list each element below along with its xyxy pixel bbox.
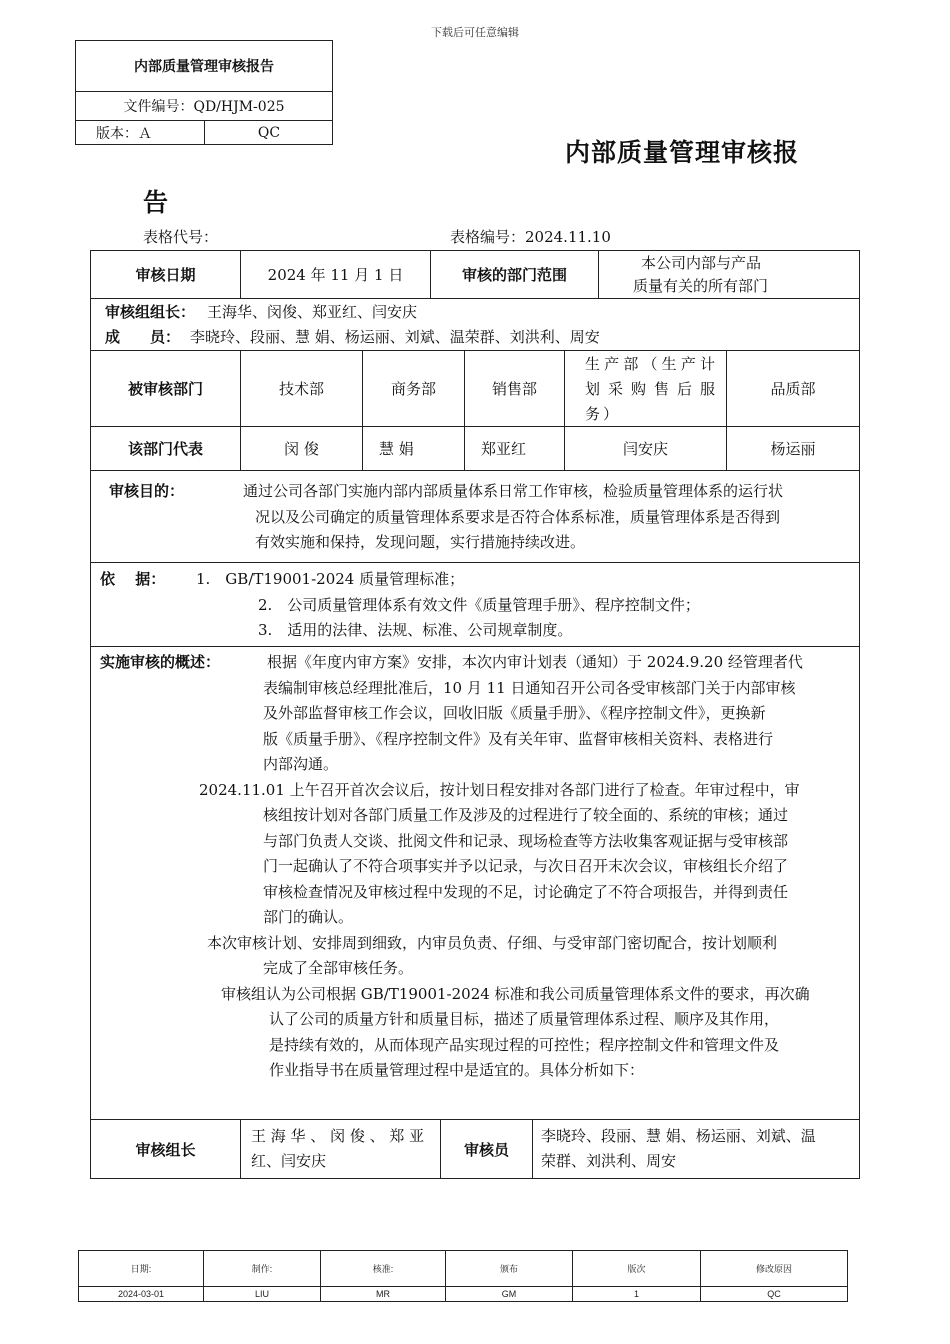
sig-auditor-label: 审核员 [441,1120,533,1178]
dept-tech: 技术部 [241,351,363,427]
overview-p2-line-2: 核组按计划对各部门质量工作及涉及的过程进行了较全面的、系统的审核；通过 [263,806,789,824]
purpose-line-1: 通过公司各部门实施内部内部质量体系日常工作审核，检验质量管理体系的运行状 [243,482,784,500]
rep-label: 该部门代表 [91,427,241,471]
basis-item-3: 3. 适用的法律、法规、标准、公司规章制度。 [258,621,573,639]
overview-p4-line-3: 是持续有效的，从而体现产品实现过程的可控性；程序控制文件和管理文件及 [269,1035,780,1054]
footer-header-issued: 颁布 [446,1251,573,1287]
purpose-line-3: 有效实施和保持，发现问题，实行措施持续改进。 [255,533,586,551]
sig-leader-label: 审核组长 [91,1120,241,1178]
form-number: 表格编号：2024.11.10 [450,228,611,246]
page-title-line-1: 内部质量管理审核报 [565,138,800,167]
footer-header-reason: 修改原因 [701,1251,847,1287]
scope-value-line-1: 本公司内部与产品 [641,254,762,272]
audit-date-value: 2024 年 11 月 1 日 [241,251,431,299]
form-code: 表格代号： [143,228,219,246]
audit-date-label: 审核日期 [91,251,241,299]
version-label: 版本：Ａ [76,120,205,145]
document-header-box [75,40,333,145]
overview-p2-line-1: 2024.11.01 上午召开首次会议后，按计划日程安排对各部门进行了检查。年审过程中，审 [199,780,800,799]
purpose-label: 审核目的： [109,482,185,500]
rep-production: 闫安庆 [565,427,727,471]
overview-p2-line-4: 门一起确认了不符合项事实并予以记录，与次日召开末次会议，审核组长介绍了 [263,857,789,875]
overview-p4-line-1: 审核组认为公司根据 GB/T19001-2024 标准和我公司质量管理体系文件的要求，再次确 [221,984,810,1003]
footer-value-date: 2024-03-01 [79,1287,204,1301]
basis-item-2: 2. 公司质量管理体系有效文件《质量管理手册》、程序控制文件； [258,595,700,614]
sig-auditor-line-1: 李晓玲、段丽、慧 娟、杨运丽、刘斌、温 [541,1127,816,1145]
overview-p2-line-6: 部门的确认。 [263,908,354,926]
scope-value-line-2: 质量有关的所有部门 [633,277,769,295]
overview-label: 实施审核的概述： [100,653,221,671]
members-label: 成 员： [105,328,181,346]
rep-business: 慧 娟 [363,427,465,471]
dept-sales: 销售部 [465,351,565,427]
audit-report-table [90,250,860,1179]
basis-label: 依 据： [100,570,166,588]
basis-row [91,563,859,647]
footer-header-approved: 核准: [321,1251,446,1287]
overview-row [91,647,859,1120]
overview-p1-line-2: 表编制审核总经理批准后，10 月 11 日通知召开公司各受审核部门关于内部审核 [263,678,796,697]
members-value: 李晓玲、段丽、慧 娟、杨运丽、刘斌、温荣群、刘洪利、周安 [190,328,600,346]
leader-value: 王海华、闵俊、郑亚红、闫安庆 [207,303,418,321]
page-title-line-2: 告 [143,188,169,217]
basis-item-1: 1. GB/T19001-2024 质量管理标准； [196,570,465,588]
footer-value-edition: 1 [573,1287,701,1301]
scope-value [599,251,859,299]
rep-quality: 杨运丽 [727,427,859,471]
scope-label: 审核的部门范围 [431,251,599,299]
overview-p1-line-5: 内部沟通。 [263,755,339,773]
footer-header-made: 制作: [204,1251,321,1287]
audit-team-row [91,299,859,351]
overview-p4-line-2: 认了公司的质量方针和质量目标，描述了质量管理体系过程、顺序及其作用， [269,1010,780,1028]
top-note: 下载后可任意编辑 [431,26,519,39]
footer-value-made: LIU [204,1287,321,1301]
overview-p4-line-4: 作业指导书在质量管理过程中是适宜的。具体分析如下： [269,1061,645,1079]
overview-p1-line-1: 根据《年度内审方案》安排，本次内审计划表（通知）于 2024.9.20 经管理者代 [267,653,803,671]
footer-value-approved: MR [321,1287,446,1301]
header-box-title: 内部质量管理审核报告 [76,41,332,92]
purpose-line-2: 况以及公司确定的质量管理体系要求是否符合体系标准，质量管理体系是否得到 [255,507,781,526]
rep-tech: 闵 俊 [241,427,363,471]
footer-header-edition: 版次 [573,1251,701,1287]
overview-p2-line-5: 审核检查情况及审核过程中发现的不足，讨论确定了不符合项报告，并得到责任 [263,882,789,901]
file-number: 文件编号：QD/HJM-025 [76,91,332,121]
overview-p1-line-3: 及外部监督审核工作会议，回收旧版《质量手册》、《程序控制文件》，更换新 [263,704,766,722]
sig-leader-line-2: 红、闫安庆 [251,1152,327,1170]
overview-p3-line-2: 完成了全部审核任务。 [263,959,414,977]
sig-auditor-value [533,1120,859,1178]
sig-leader-line-1: 王 海 华 、 闵 俊 、 郑 亚 [251,1127,425,1145]
footer-value-reason: QC [767,1289,781,1299]
overview-p3-line-1: 本次审核计划、安排周到细致，内审员负责、仔细、与受审部门密切配合，按计划顺利 [207,933,778,952]
dept-production: 生产部（生产计划采购售后服务） [565,351,727,427]
overview-p2-line-3: 与部门负责人交谈、批阅文件和记录、现场检查等方法收集客观证据与受审核部 [263,831,789,850]
footer-header-date: 日期: [79,1251,204,1287]
revision-footer-table [78,1250,848,1302]
footer-value-issued: GM [446,1287,573,1301]
sig-auditor-line-2: 荣群、刘洪利、周安 [541,1152,677,1170]
audited-dept-label: 被审核部门 [91,351,241,427]
rep-sales: 郑亚红 [465,427,565,471]
dept-business: 商务部 [363,351,465,427]
sig-leader-value [241,1120,441,1178]
qc-label: QC [257,124,281,141]
leader-label: 审核组组长： [105,303,196,321]
overview-p1-line-4: 版《质量手册》、《程序控制文件》及有关年审、监督审核相关资料、表格进行 [263,729,774,748]
dept-quality: 品质部 [727,351,859,427]
purpose-row [91,471,859,563]
